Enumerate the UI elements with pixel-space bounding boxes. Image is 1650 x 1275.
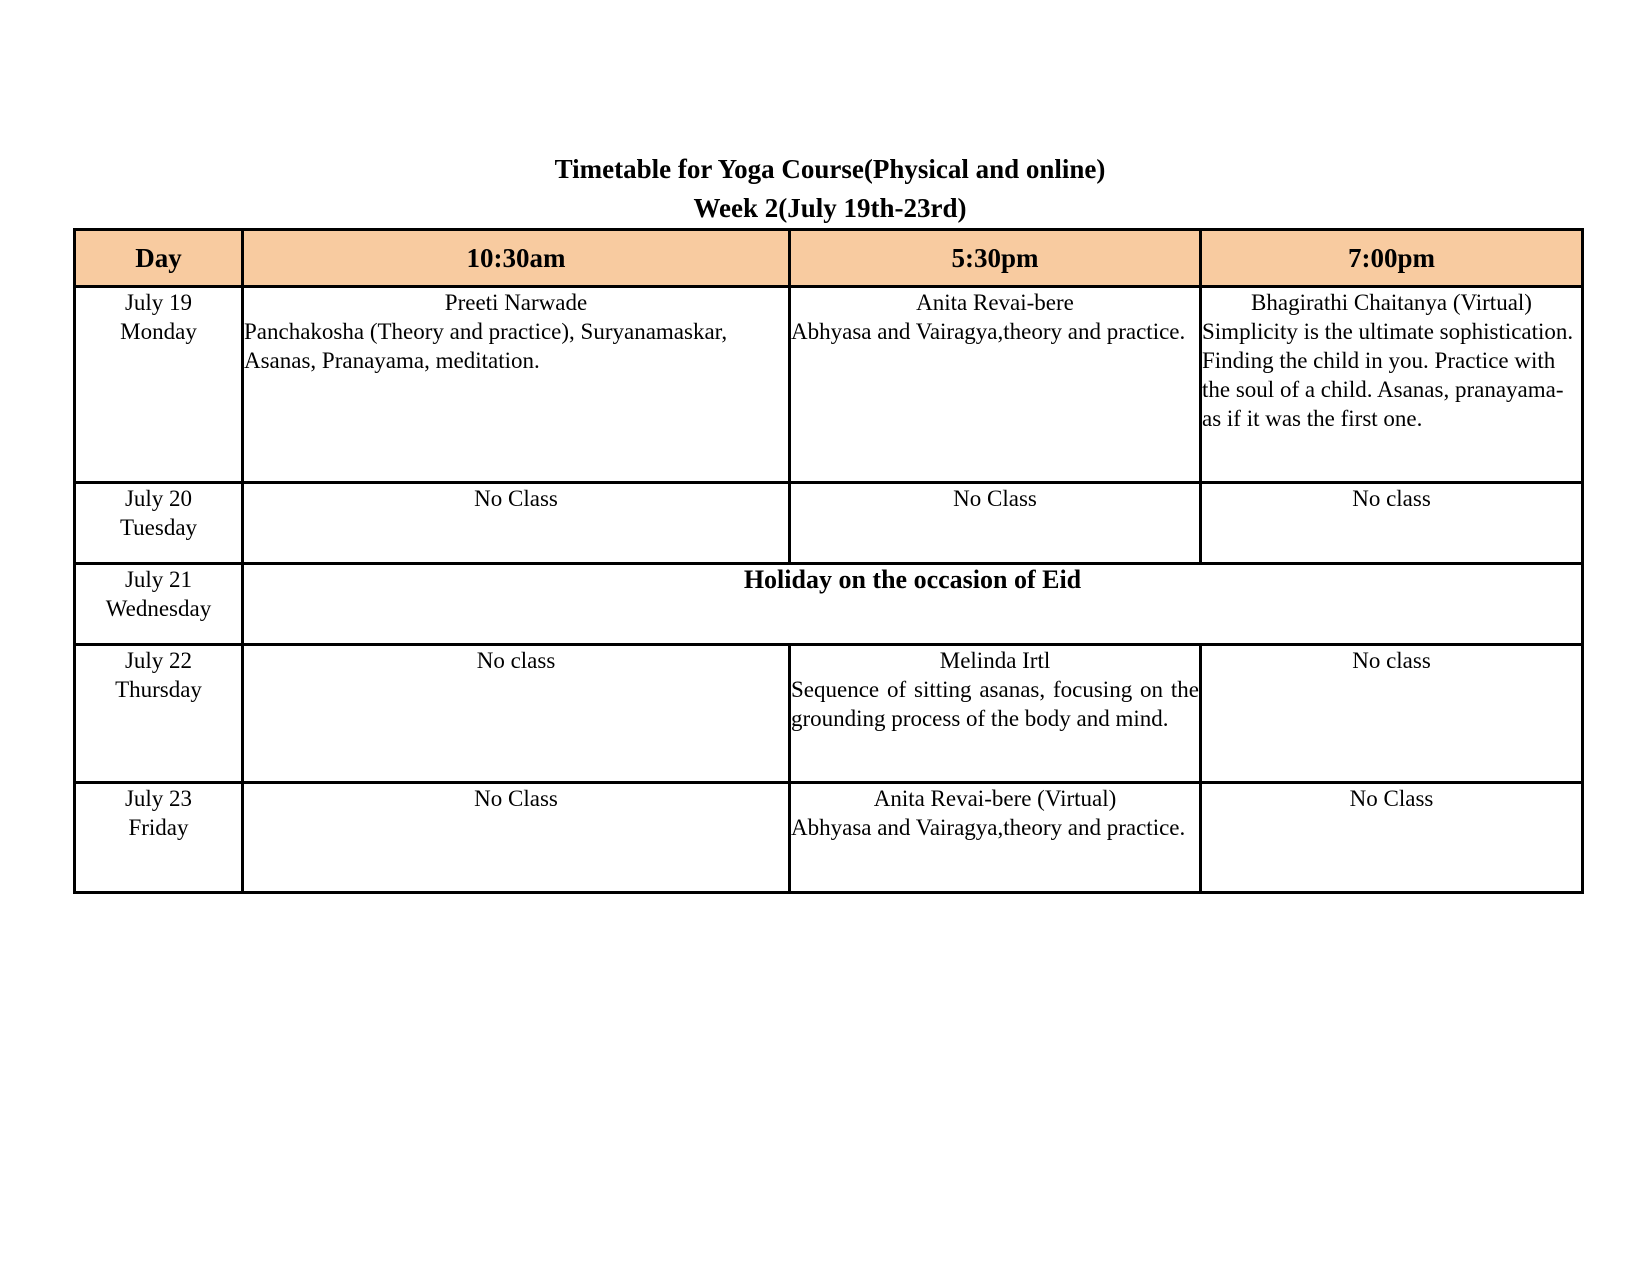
day-date: July 19	[124, 290, 193, 315]
day-weekday: Friday	[128, 815, 189, 840]
session-description: Abhyasa and Vairagya,theory and practice.	[791, 815, 1186, 840]
column-header-1030am: 10:30am	[243, 230, 790, 287]
page-title: Timetable for Yoga Course(Physical and online)	[554, 154, 1106, 184]
session-description: Abhyasa and Vairagya,theory and practice.	[791, 319, 1186, 344]
slot-cell-700pm: No class	[1201, 645, 1583, 783]
day-date: July 21	[124, 567, 193, 592]
column-header-day: Day	[75, 230, 243, 287]
day-weekday: Thursday	[115, 677, 202, 702]
day-weekday: Wednesday	[105, 596, 212, 621]
slot-cell-530pm: No Class	[790, 483, 1201, 564]
session-description: Sequence of sitting asanas, focusing on the grounding process of the body and mind.	[791, 677, 1199, 731]
instructor-name: Melinda Irtl	[939, 648, 1051, 673]
day-cell	[75, 483, 243, 564]
slot-cell-700pm: No class	[1201, 483, 1583, 564]
holiday-cell: Holiday on the occasion of Eid	[243, 564, 1583, 645]
day-date: July 22	[124, 648, 193, 673]
page-header	[0, 150, 1650, 228]
day-weekday: Tuesday	[119, 515, 198, 540]
table-row	[75, 783, 1583, 893]
day-date: July 23	[124, 786, 193, 811]
slot-cell-530pm	[790, 287, 1201, 483]
table-row	[75, 645, 1583, 783]
instructor-name: Preeti Narwade	[444, 290, 588, 315]
slot-cell-530pm	[790, 645, 1201, 783]
instructor-name: Anita Revai-bere (Virtual)	[873, 786, 1117, 811]
slot-cell-700pm	[1201, 287, 1583, 483]
table-row	[75, 287, 1583, 483]
page-subtitle: Week 2(July 19th-23rd)	[693, 193, 967, 223]
day-cell	[75, 783, 243, 893]
day-cell	[75, 564, 243, 645]
slot-cell-1030am: No Class	[243, 783, 790, 893]
slot-cell-700pm: No Class	[1201, 783, 1583, 893]
day-date: July 20	[124, 486, 193, 511]
instructor-name: Bhagirathi Chaitanya (Virtual)	[1251, 290, 1532, 315]
session-description: Simplicity is the ultimate sophistication. Finding the child in you. Practice with the soul of a child. Asanas, pranayama-as if it was the first one.	[1202, 319, 1574, 431]
table-row	[75, 483, 1583, 564]
instructor-name: Anita Revai-bere	[916, 290, 1074, 315]
column-header-530pm: 5:30pm	[790, 230, 1201, 287]
day-cell	[75, 645, 243, 783]
slot-cell-1030am	[243, 287, 790, 483]
column-header-700pm: 7:00pm	[1201, 230, 1583, 287]
slot-cell-1030am: No Class	[243, 483, 790, 564]
timetable	[73, 228, 1584, 894]
day-weekday: Monday	[120, 319, 197, 344]
session-description: Panchakosha (Theory and practice), Suryanamaskar, Asanas, Pranayama, meditation.	[244, 319, 728, 373]
slot-cell-530pm	[790, 783, 1201, 893]
slot-cell-1030am: No class	[243, 645, 790, 783]
day-cell	[75, 287, 243, 483]
table-header-row	[75, 230, 1583, 287]
table-row	[75, 564, 1583, 645]
